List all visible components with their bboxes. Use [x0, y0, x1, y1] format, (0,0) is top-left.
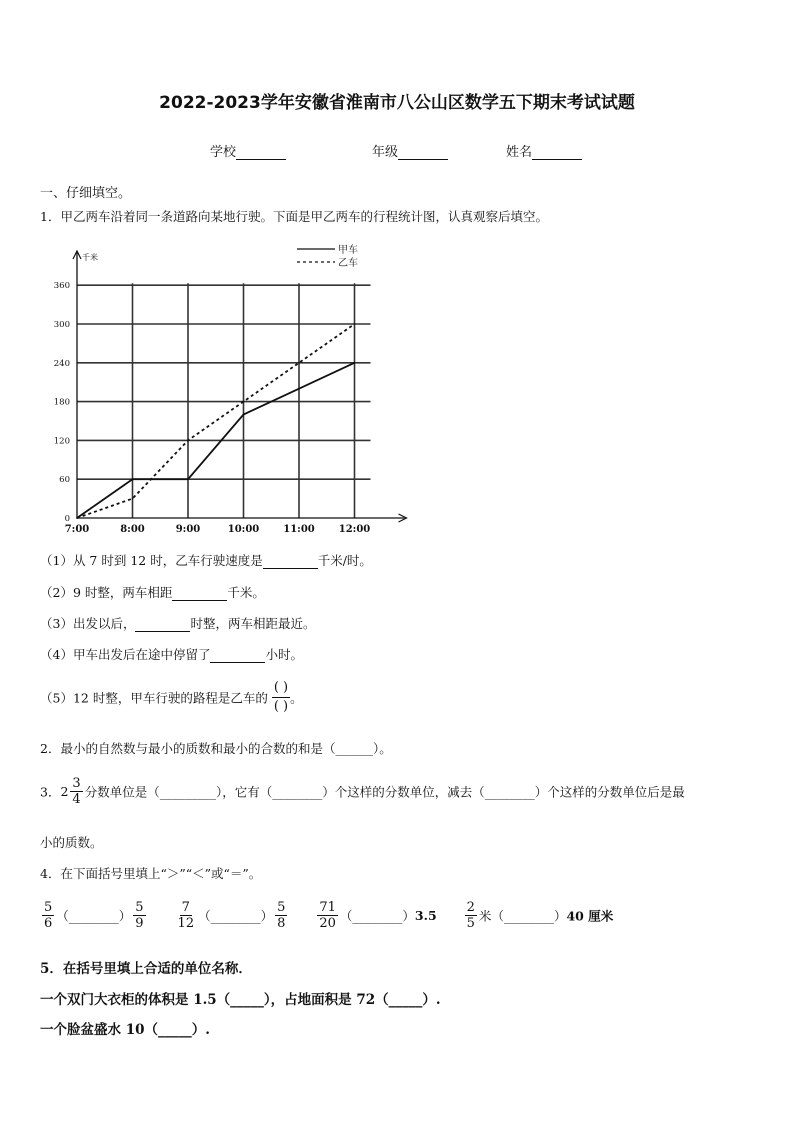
name-blank[interactable]	[532, 145, 582, 160]
y-tick-label: 0	[64, 514, 70, 524]
data-point	[298, 362, 300, 364]
q1-sub4: （4）甲车出发后在途中停留了 小时。	[40, 647, 303, 662]
y-tick-label: 180	[53, 397, 70, 408]
q5-stem: 5．在括号里填上合适的单位名称．	[40, 961, 252, 977]
q4-item-2: $\frac{7}{12}$ （________） $\frac{5}{8}$	[177, 900, 286, 931]
x-tick-label: 7:00	[64, 524, 90, 535]
name-field[interactable]	[506, 141, 582, 160]
x-tick-label: 10:00	[227, 524, 260, 535]
school-label: 学校	[210, 145, 237, 160]
q1-sub2: （2）9 时整，两车相距 千米。	[40, 585, 265, 600]
data-point	[132, 478, 134, 480]
q4-stem: 4．在下面括号里填上“＞”“＜”或“＝”。	[40, 866, 262, 881]
chart-legend	[297, 244, 358, 269]
section-heading: 一、仔细填空。	[40, 186, 132, 201]
q1-sub1-blank[interactable]	[263, 554, 318, 569]
y-tick-label: 240	[53, 358, 70, 369]
chart-axes	[73, 251, 407, 522]
grade-blank[interactable]	[398, 145, 448, 160]
y-tick-labels	[54, 281, 70, 524]
data-point	[187, 478, 189, 480]
q1-sub1: （1）从 7 时到 12 时，乙车行驶速度是 千米/时。	[40, 553, 372, 568]
x-tick-label: 8:00	[120, 524, 145, 535]
q4-items	[40, 900, 613, 931]
data-point	[76, 517, 78, 519]
page-title: 2022-2023学年安徽省淮南市八公山区数学五下期末考试试题	[159, 93, 635, 113]
q4-item-4: $\frac{2}{5}$ 米（________）40 厘米	[466, 900, 614, 931]
data-point	[243, 401, 245, 403]
data-point	[132, 498, 134, 500]
chart-grid	[77, 283, 371, 518]
q5-line2: 一个脸盆盛水 10（_____）.	[40, 1022, 210, 1038]
y-tick-label: 300	[53, 320, 70, 330]
chart-series	[76, 323, 355, 519]
data-point	[354, 323, 356, 325]
q3: 3．2 $\frac{3}{4}$ 分数单位是（_________），它有（________）个这样的分数单位，减去（________）个这样的分数单位后是最	[40, 776, 685, 807]
q1-sub4-blank[interactable]	[210, 648, 265, 663]
y-tick-label: 360	[53, 281, 70, 292]
q1-sub3-blank[interactable]	[135, 617, 190, 632]
data-point	[187, 440, 189, 442]
data-point	[298, 388, 300, 390]
q2: 2．最小的自然数与最小的质数和最小的合数的和是（______）。	[40, 741, 392, 756]
q1-sub5: （5）12 时整，甲车行驶的路程是乙车的 ( ) ( ) 。	[40, 680, 303, 714]
y-tick-label: 60	[59, 475, 70, 486]
q1-sub5-fraction[interactable]: ( ) ( )	[273, 680, 289, 714]
data-point	[243, 414, 245, 416]
q4-item-1: $\frac{5}{6}$ （________） $\frac{5}{9}$	[44, 900, 144, 931]
grade-field[interactable]	[372, 141, 448, 160]
q3-fraction: $\frac{3}{4}$	[72, 776, 81, 807]
grade-label: 年级	[372, 145, 399, 160]
q1-sub2-blank[interactable]	[172, 586, 227, 601]
x-tick-label: 9:00	[175, 524, 201, 535]
q4-item-3: $\frac{71}{20}$ （________）3.5	[319, 900, 437, 931]
name-label: 姓名	[506, 145, 533, 160]
travel-chart	[40, 238, 420, 543]
q1-stem: 1．甲乙两车沿着同一条道路向某地行驶。下面是甲乙两车的行程统计图，认真观察后填空。	[40, 209, 548, 224]
x-tick-label: 12:00	[338, 524, 371, 535]
q5-line1: 一个双门大衣柜的体积是 1.5（_____），占地面积是 72（_____）.	[40, 992, 441, 1008]
school-field[interactable]	[210, 141, 286, 160]
x-tick-labels	[65, 524, 371, 535]
y-axis-label: 千米	[82, 253, 98, 262]
school-blank[interactable]	[236, 145, 286, 160]
data-point	[354, 362, 356, 364]
legend-label: 乙车	[338, 258, 358, 269]
x-tick-label: 11:00	[283, 524, 315, 535]
q1-sub3: （3）出发以后， 时整，两车相距最近。	[40, 616, 316, 631]
legend-label: 甲车	[338, 245, 358, 256]
q3-continued: 小的质数。	[40, 835, 103, 850]
y-tick-label: 120	[53, 436, 70, 447]
